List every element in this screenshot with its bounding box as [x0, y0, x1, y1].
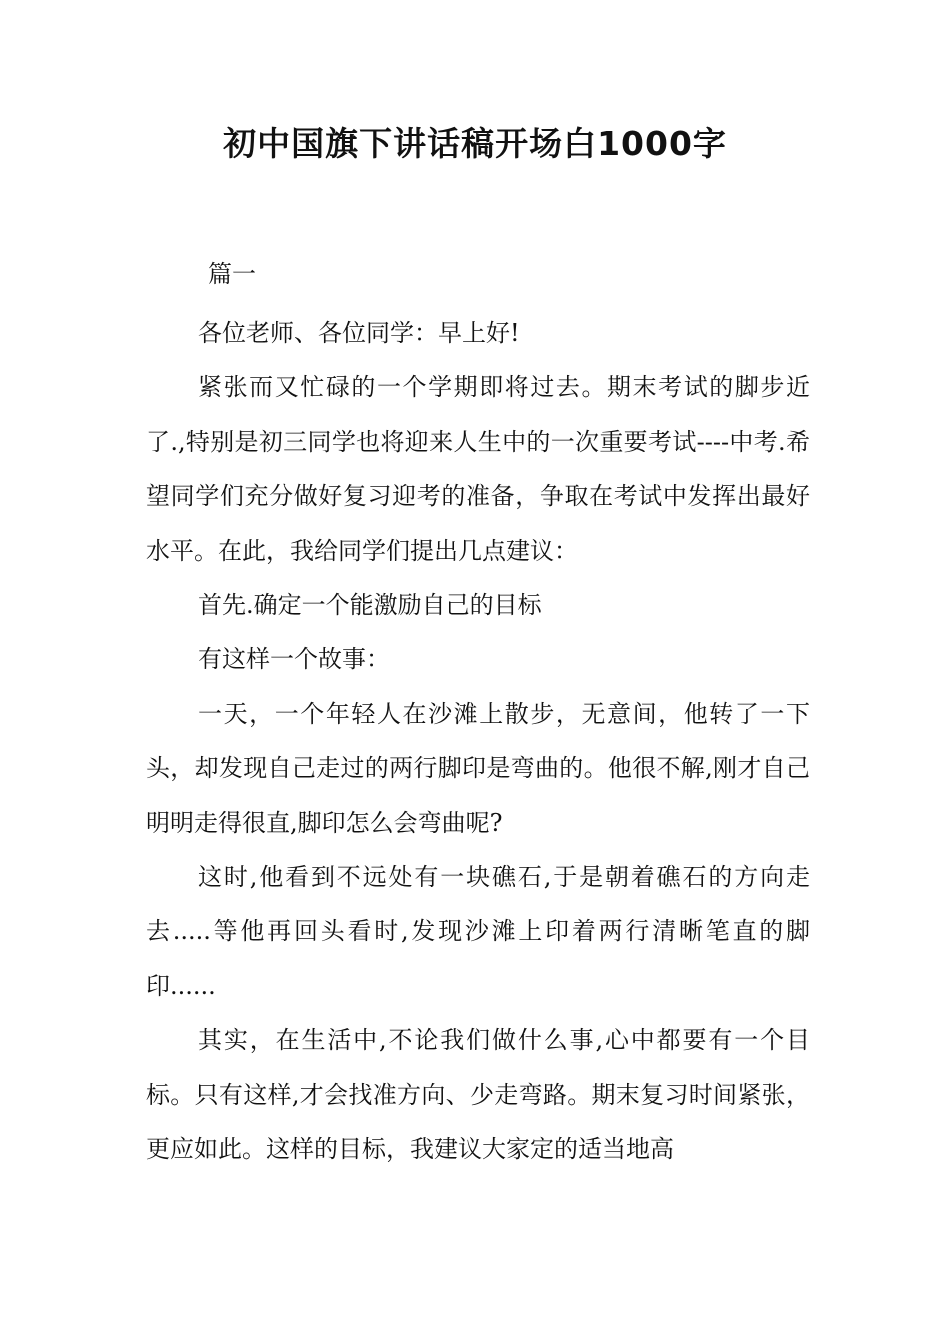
paragraph-story-2: 这时,他看到不远处有一块礁石,于是朝着礁石的方向走去.....等他再回头看时,发现沙滩上印着两行清晰笔直的脚印......: [146, 863, 810, 1000]
body-text: [146, 306, 810, 1177]
paragraph-story-1: 一天，一个年轻人在沙滩上散步，无意间，他转了一下头，却发现自己走过的两行脚印是弯曲的。他很不解,刚才自己明明走得很直,脚印怎么会弯曲呢?: [146, 699, 810, 837]
paragraph-reflection: 其实，在生活中,不论我们做什么事,心中都要有一个目标。只有这样,才会找准方向、少走弯路。期末复习时间紧张，更应如此。这样的目标，我建议大家定的适当地高: [146, 1026, 810, 1164]
page-title: 初中国旗下讲话稿开场白1000字: [223, 124, 727, 163]
paragraph-story-lead: 有这样一个故事：: [198, 645, 390, 674]
paragraph-intro: 紧张而又忙碌的一个学期即将过去。期末考试的脚步近了.,特别是初三同学也将迎来人生中的一次重要考试----中考.希望同学们充分做好复习迎考的准备，争取在考试中发挥出最好水平。在此，我给同学们提出几点建议：: [146, 373, 810, 565]
section-label: 篇一: [208, 260, 256, 288]
paragraph-first-point: 首先.确定一个能激励自己的目标: [198, 591, 542, 620]
paragraph-greeting: 各位老师、各位同学：早上好!: [198, 319, 520, 347]
